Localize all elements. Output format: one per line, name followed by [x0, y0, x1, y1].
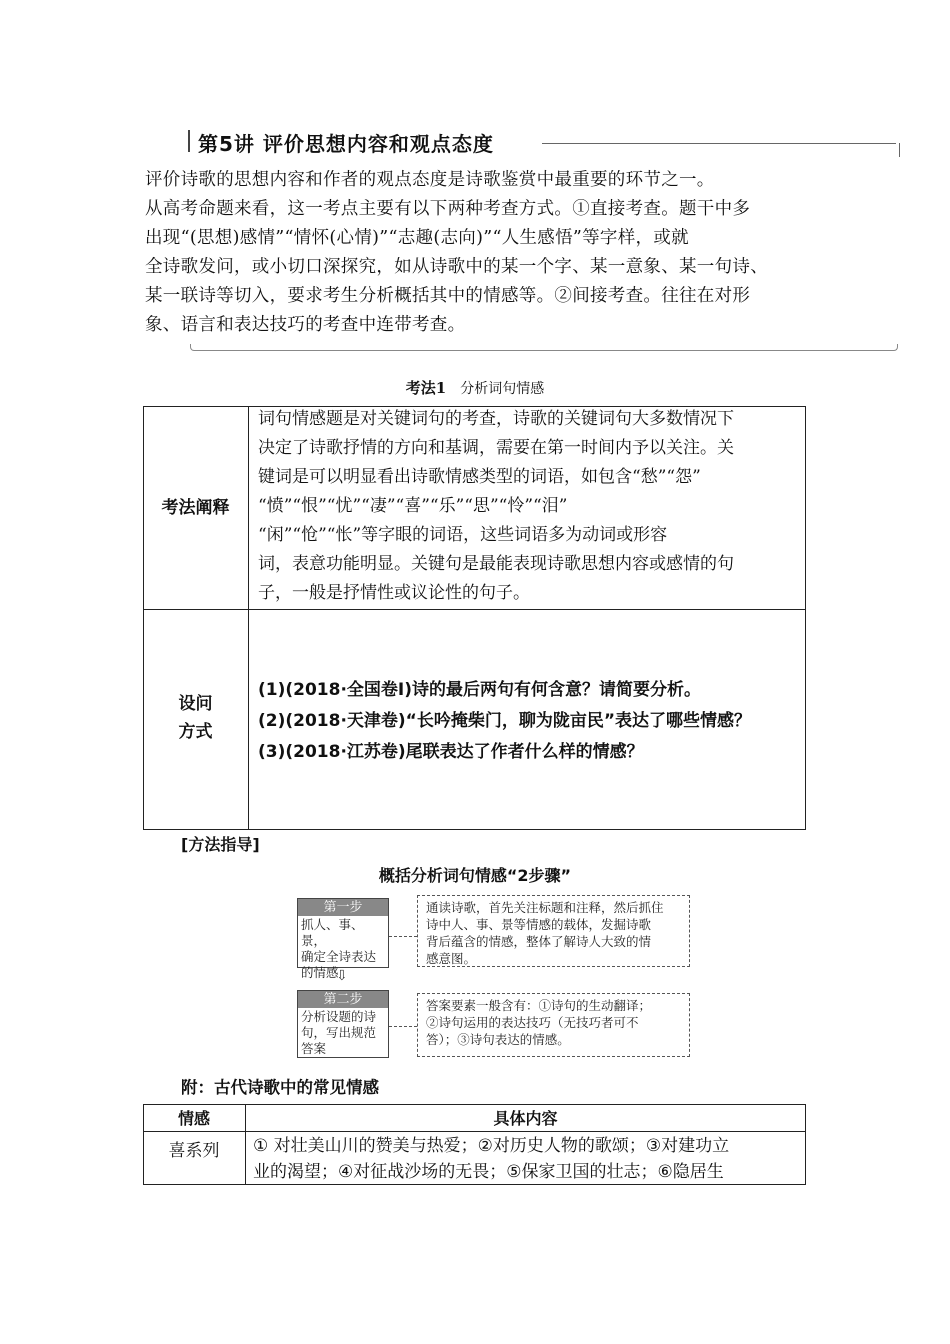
step-line: 确定全诗表达 [301, 949, 377, 964]
step1-note [417, 895, 690, 967]
table-header-cell: 具体内容 [493, 1109, 558, 1128]
intro-line: 从高考命题来看，这一考点主要有以下两种考查方式。①直接考查。题干中多 [145, 199, 751, 219]
intro-line: 某一联诗等切入，要求考生分析概括其中的情感等。②间接考查。往往在对形 [145, 286, 751, 306]
step-line: 的情感 [301, 965, 339, 980]
question-item: (1)(2018·全国卷Ⅰ)诗的最后两句有何含意？请简要分析。 [258, 680, 702, 700]
connector [389, 936, 417, 937]
step-line: 句，写出规范 [301, 1025, 377, 1040]
table-cell-line: 键词是可以明显看出诗歌情感类型的词语，如包含“愁”“怨” [258, 467, 701, 487]
lesson-title: 第5讲 评价思想内容和观点态度 [198, 132, 494, 156]
table-divider [248, 406, 249, 830]
intro-box-border [190, 344, 898, 351]
table-divider [143, 609, 806, 610]
header-corner [893, 143, 900, 157]
intro-line: 象、语言和表达技巧的考查中连带考查。 [145, 315, 466, 335]
section-title [0, 377, 950, 398]
table-cell-line: 子，一般是抒情性或议论性的句子。 [258, 583, 530, 603]
note-line: 感意图。 [426, 951, 477, 966]
note-line: 诗中人、事、景等情感的载体，发掘诗歌 [426, 917, 652, 932]
question-item: (3)(2018·江苏卷)尾联表达了作者什么样的情感？ [258, 742, 644, 762]
intro-line: 出现“(思想)感情”“情怀(心情)”“志趣(志向)”“人生感悟”等字样，或就 [145, 228, 689, 248]
label-line: 设问 [178, 694, 213, 714]
table-cell-line: “闲”“怆”“怅”等字眼的词语，这些词语多为动词或形容 [258, 525, 668, 545]
table-cell-line: ① 对壮美山川的赞美与热爱；②对历史人物的歌颂；③对建功立 [253, 1136, 730, 1156]
step2-note [417, 993, 690, 1057]
table-cell-line: 决定了诗歌抒情的方向和基调，需要在第一时间内予以关注。关 [258, 438, 734, 458]
note-line: 答）；③诗句表达的情感。 [426, 1032, 570, 1047]
intro-line: 全诗歌发问，或小切口深探究，如从诗歌中的某一个字、某一意象、某一句诗、 [145, 257, 768, 277]
step2-body [298, 1008, 388, 1058]
step-line: 抓人、事、景， [301, 917, 364, 948]
connector [389, 1026, 417, 1027]
label-line: 方式 [178, 722, 213, 742]
step-line: 分析设题的诗 [301, 1009, 377, 1024]
table-row-label: 考法阐释 [161, 498, 230, 518]
note-line: 通读诗歌，首先关注标题和注释，然后抓住 [426, 900, 664, 915]
note-line: 背后蕴含的情感，整体了解诗人大致的情 [426, 934, 652, 949]
question-item: (2)(2018·天津卷)“长吟掩柴门，聊为陇亩民”表达了哪些情感？ [258, 711, 752, 731]
step-line: 答案 [301, 1041, 327, 1056]
method-guide-heading: [方法指导] [181, 835, 260, 854]
step1-box [297, 898, 389, 980]
section-label: 考法1 [405, 379, 447, 397]
section-subtitle: 分析词句情感 [460, 381, 545, 397]
table-cell-line: “愤”“恨”“忧”“凄”“喜”“乐”“思”“怜”“泪” [258, 496, 568, 516]
flowchart-title: 概括分析词句情感“2步骤” [378, 866, 572, 885]
table-cell-line: 业的渴望；④对征战沙场的无畏；⑤保家卫国的壮志；⑥隐居生 [253, 1162, 724, 1182]
note-line: 答案要素一般含有：①诗句的生动翻译； [426, 998, 652, 1013]
note-line: ②诗句运用的表达技巧（无技巧者可不 [426, 1015, 639, 1030]
header-accent-bar [188, 130, 190, 152]
appendix-heading: 附：古代诗歌中的常见情感 [181, 1078, 379, 1097]
step2-heading: 第二步 [298, 991, 388, 1008]
arrow-down-icon: ⇩ [336, 968, 348, 984]
table-cell-line: 词，表意功能明显。关键句是最能表现诗歌思想内容或感情的句 [258, 554, 734, 574]
table-header-cell: 情感 [177, 1109, 210, 1128]
intro-line: 评价诗歌的思想内容和作者的观点态度是诗歌鉴赏中最重要的环节之一。 [145, 170, 715, 190]
table-row-label: 喜系列 [168, 1141, 220, 1161]
header-rule [542, 143, 896, 144]
step1-heading: 第一步 [298, 899, 388, 916]
step2-box [297, 990, 389, 1058]
table-cell-line: 词句情感题是对关键词句的考查，诗歌的关键词句大多数情况下 [258, 409, 734, 429]
table-row-label [143, 690, 248, 746]
table-divider [143, 1131, 806, 1132]
